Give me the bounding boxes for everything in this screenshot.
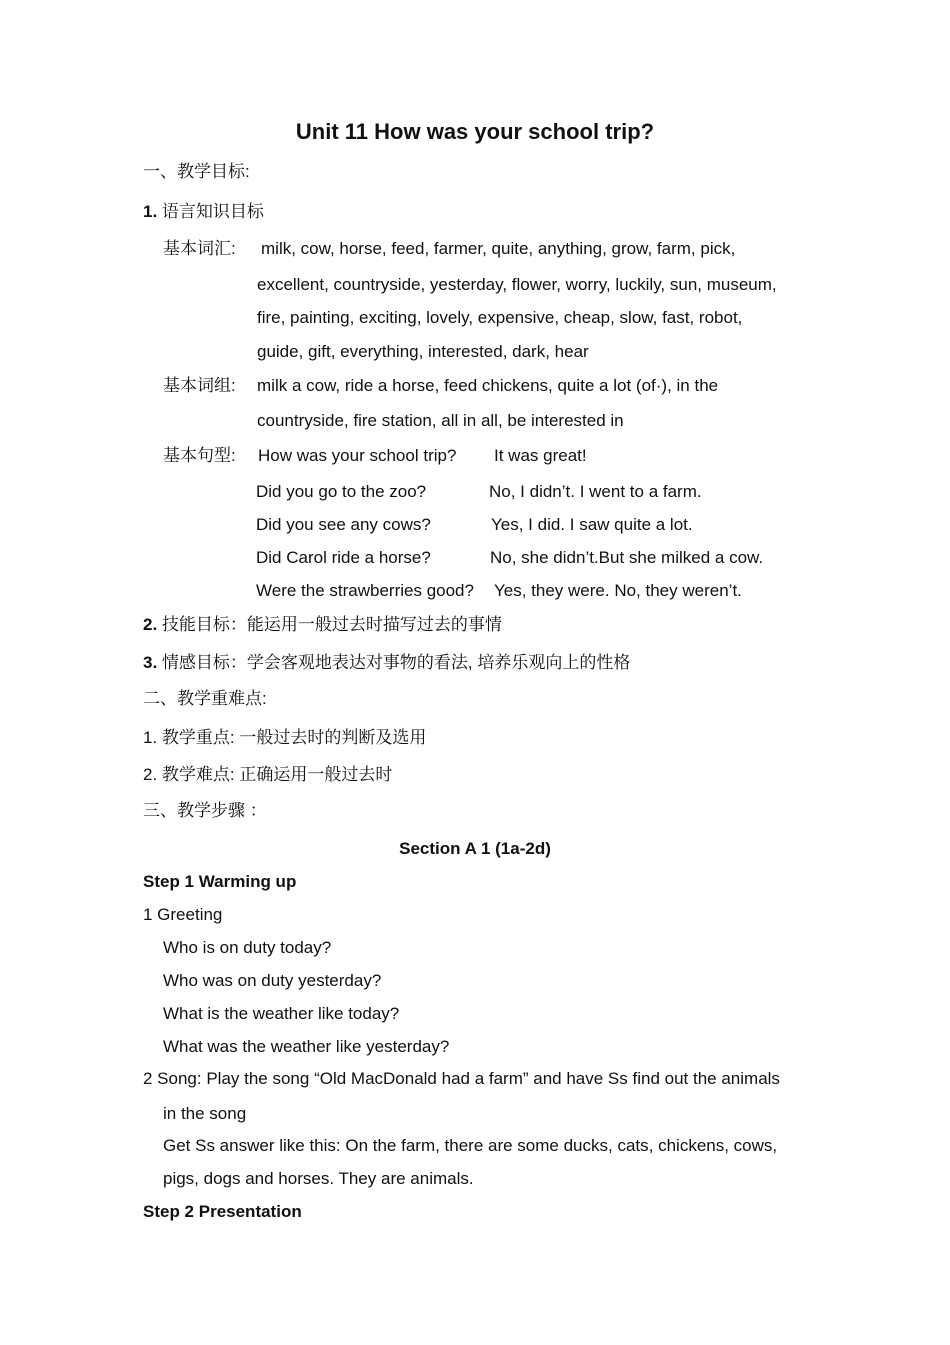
- phrases-line: countryside, fire station, all in all, be interested in: [257, 411, 624, 430]
- greeting-line: Who is on duty today?: [163, 938, 332, 957]
- step-2-heading: Step 2 Presentation: [143, 1202, 302, 1221]
- goal-3-label: 情感目标：: [161, 653, 247, 672]
- greeting-line: What is the weather like today?: [163, 1004, 400, 1023]
- pattern-answer: It was great!: [494, 446, 587, 465]
- pattern-answer: No, I didn’t. I went to a farm.: [489, 482, 702, 501]
- vocab-line: excellent, countryside, yesterday, flower, worry, luckily, sun, museum,: [257, 275, 777, 294]
- pattern-answer: Yes, they were. No, they weren’t.: [494, 581, 742, 600]
- steps-heading: 三、教学步骤 ：: [143, 801, 267, 820]
- greeting-heading: 1 Greeting: [143, 905, 223, 924]
- pattern-question: Were the strawberries good?: [256, 581, 474, 600]
- vocab-line: fire, painting, exciting, lovely, expensive, cheap, slow, fast, robot,: [257, 308, 743, 327]
- pattern-question: Did you go to the zoo?: [256, 482, 427, 501]
- step-1-heading: Step 1 Warming up: [143, 872, 297, 891]
- page-title: Unit 11 How was your school trip?: [295, 119, 655, 144]
- greeting-line: Who was on duty yesterday?: [163, 971, 382, 990]
- answer-line: Get Ss answer like this: On the farm, there are some ducks, cats, chickens, cows,: [163, 1136, 778, 1155]
- section-heading: Section A 1 (1a-2d): [399, 839, 551, 858]
- goal-3-number: 3.: [143, 653, 158, 672]
- greeting-line: What was the weather like yesterday?: [163, 1037, 450, 1056]
- keypoints-heading: 二、教学重难点:: [143, 689, 267, 708]
- goal-2-label: 技能目标：: [161, 615, 247, 634]
- goal-2: [143, 615, 502, 635]
- song-line-continued: in the song: [163, 1104, 247, 1123]
- goals-heading: 一、教学目标:: [143, 162, 250, 181]
- vocab-line: milk, cow, horse, feed, farmer, quite, anything, grow, farm, pick,: [261, 239, 736, 258]
- vocab-label: 基本词汇:: [163, 239, 236, 258]
- pattern-answer: No, she didn’t.But she milked a cow.: [490, 548, 764, 567]
- key-point-2: 2. 教学难点: 正确运用一般过去时: [143, 765, 393, 784]
- answer-line-continued: pigs, dogs and horses. They are animals.: [163, 1169, 474, 1188]
- pattern-question: Did Carol ride a horse?: [256, 548, 431, 567]
- song-line: 2 Song: Play the song “Old MacDonald had a farm” and have Ss find out the animals: [143, 1069, 780, 1088]
- vocab-line: guide, gift, everything, interested, dark, hear: [257, 342, 589, 361]
- patterns-label: 基本句型:: [163, 446, 236, 465]
- phrases-label: 基本词组:: [163, 376, 236, 395]
- pattern-answer: Yes, I did. I saw quite a lot.: [491, 515, 693, 534]
- goal-1: [143, 202, 264, 222]
- goal-1-text: 语言知识目标: [161, 202, 264, 221]
- goal-2-number: 2.: [143, 615, 158, 634]
- goal-3-text: 学会客观地表达对事物的看法, 培养乐观向上的性格: [246, 653, 631, 672]
- pattern-question: How was your school trip?: [258, 446, 457, 465]
- pattern-question: Did you see any cows?: [256, 515, 431, 534]
- goal-3: [143, 653, 630, 673]
- goal-1-number: 1.: [143, 202, 158, 221]
- goal-2-text: 能运用一般过去时描写过去的事情: [246, 615, 502, 634]
- phrases-line: milk a cow, ride a horse, feed chickens, quite a lot (of·), in the: [257, 376, 719, 395]
- key-point-1: 1. 教学重点: 一般过去时的判断及选用: [143, 728, 427, 747]
